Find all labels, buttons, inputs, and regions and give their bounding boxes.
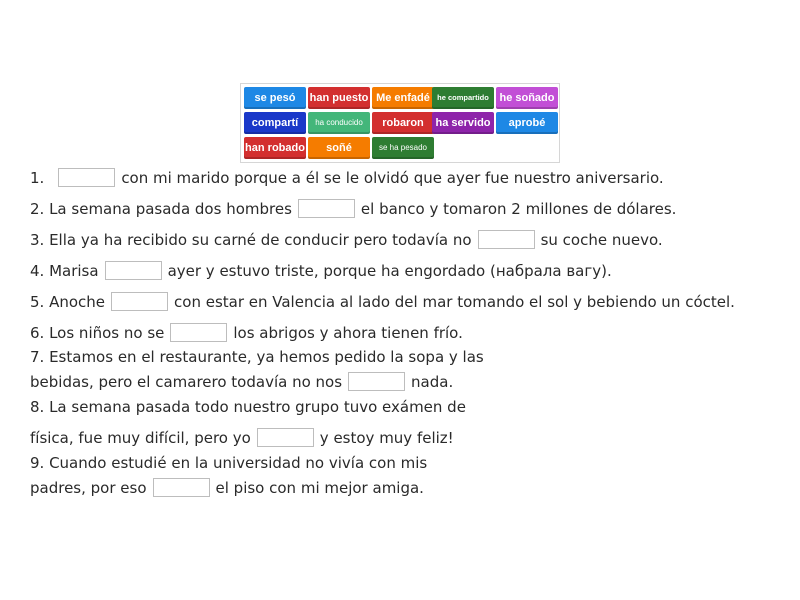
word-tile[interactable]: soñé xyxy=(308,137,370,159)
question-1 xyxy=(30,168,664,188)
question-text: ayer y estuvo triste, porque ha engordado (набрала вагу). xyxy=(167,262,612,280)
answer-gap[interactable] xyxy=(111,292,168,311)
question-text: 2. La semana pasada dos hombres xyxy=(30,200,292,218)
word-tile[interactable]: ha conducido xyxy=(308,112,370,134)
word-tile[interactable]: han puesto xyxy=(308,87,370,109)
question-text: el piso con mi mejor amiga. xyxy=(215,479,424,497)
word-tile[interactable]: aprobé xyxy=(496,112,558,134)
question-text: padres, por eso xyxy=(30,479,147,497)
question-4 xyxy=(30,261,612,281)
question-text: los abrigos y ahora tienen frío. xyxy=(233,324,463,342)
question-3 xyxy=(30,230,663,250)
answer-gap[interactable] xyxy=(153,478,210,497)
word-tile[interactable]: compartí xyxy=(244,112,306,134)
question-text: y estoy muy feliz! xyxy=(319,429,454,447)
answer-gap[interactable] xyxy=(170,323,227,342)
question-text: bebidas, pero el camarero todavía no nos xyxy=(30,373,343,391)
question-text: el banco y tomaron 2 millones de dólares. xyxy=(360,200,677,218)
answer-gap[interactable] xyxy=(105,261,162,280)
question-text: 7. Estamos en el restaurante, ya hemos pedido la sopa y las xyxy=(30,348,484,366)
word-tile[interactable]: robaron xyxy=(372,112,434,134)
question-text: nada. xyxy=(411,373,454,391)
question-8 xyxy=(30,428,454,448)
question-text: 9. Cuando estudié en la universidad no vivía con mis xyxy=(30,454,428,472)
answer-gap[interactable] xyxy=(348,372,405,391)
answer-gap[interactable] xyxy=(298,199,355,218)
question-8-line-1 xyxy=(30,397,466,417)
word-tile[interactable]: he compartido xyxy=(432,87,494,109)
question-text: 8. La semana pasada todo nuestro grupo tuvo exámen de xyxy=(30,398,466,416)
word-tile[interactable]: han robado xyxy=(244,137,306,159)
question-9 xyxy=(30,478,424,498)
answer-gap[interactable] xyxy=(478,230,535,249)
question-6 xyxy=(30,323,463,343)
word-tile[interactable]: Me enfadé xyxy=(372,87,434,109)
question-text: 1. xyxy=(30,169,45,187)
question-text: con estar en Valencia al lado del mar tomando el sol y bebiendo un cóctel. xyxy=(174,293,735,311)
question-7 xyxy=(30,372,453,392)
question-text: su coche nuevo. xyxy=(540,231,663,249)
question-text: 3. Ella ya ha recibido su carné de conducir pero todavía no xyxy=(30,231,472,249)
question-2 xyxy=(30,199,676,219)
answer-gap[interactable] xyxy=(257,428,314,447)
word-tile[interactable]: ha servido xyxy=(432,112,494,134)
question-text: 6. Los niños no se xyxy=(30,324,165,342)
question-text: 4. Marisa xyxy=(30,262,99,280)
answer-gap[interactable] xyxy=(58,168,115,187)
word-tile[interactable]: se ha pesado xyxy=(372,137,434,159)
question-text: física, fue muy difícil, pero yo xyxy=(30,429,251,447)
word-tile[interactable]: se pesó xyxy=(244,87,306,109)
question-7-line-1 xyxy=(30,347,484,367)
word-tile[interactable]: he soñado xyxy=(496,87,558,109)
question-9-line-1 xyxy=(30,453,427,473)
question-text: 5. Anoche xyxy=(30,293,106,311)
word-bank xyxy=(240,83,560,163)
question-5 xyxy=(30,292,735,312)
question-text: con mi marido porque a él se le olvidó que ayer fue nuestro aniversario. xyxy=(121,169,664,187)
